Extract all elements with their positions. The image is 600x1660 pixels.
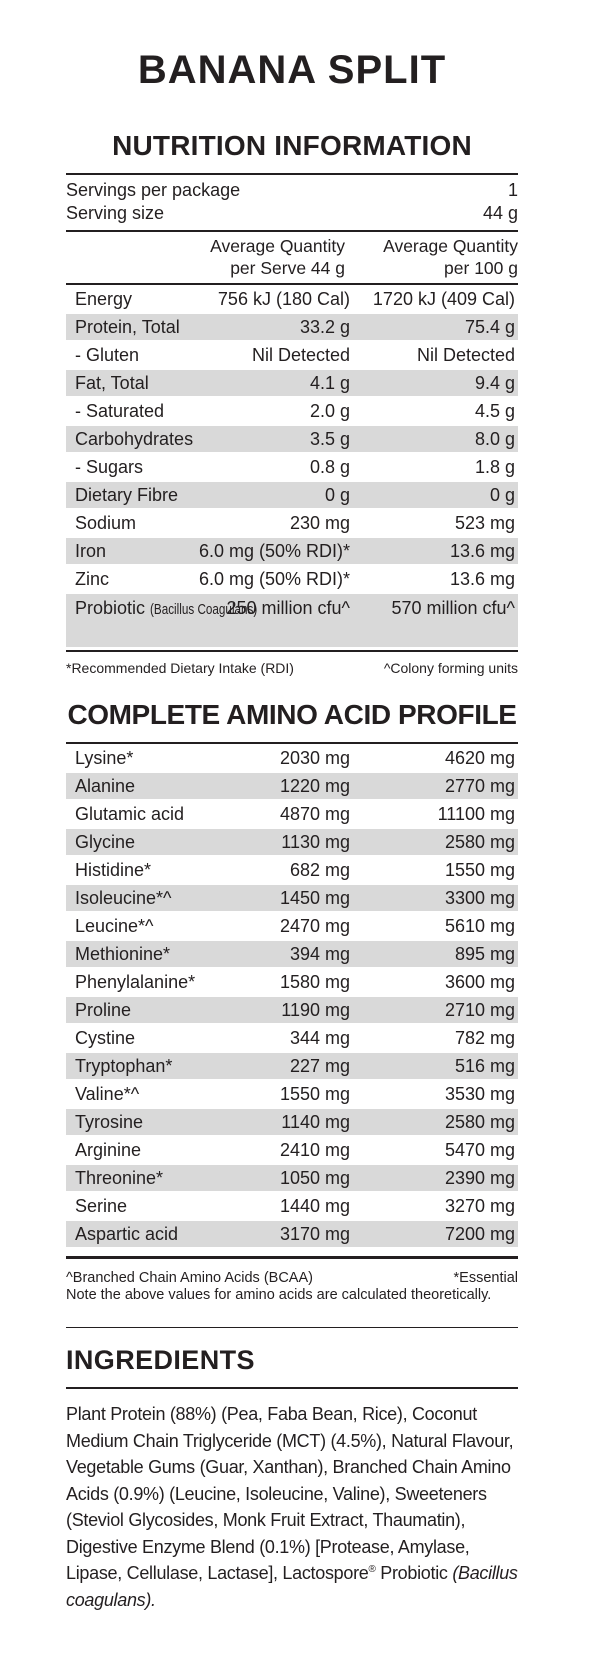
table-row [66,1024,518,1052]
amino-acid-label: Glycine [75,831,136,852]
nutrient-label: Iron [75,540,107,561]
table-row [66,996,518,1024]
servings-block [66,175,518,230]
servings-per-package-label: Servings per package [66,180,241,200]
nutrient-label: Dietary Fibre [75,484,179,505]
per-serve-value: 250 million cfu^ [226,598,350,618]
per-serve-value: 1450 mg [279,887,350,908]
per-100g-value: Nil Detected [416,344,515,365]
table-row [66,800,518,828]
column-header-per-serve: Average Quantity per Serve 44 g [210,236,345,278]
table-row [66,884,518,912]
nutrient-sublabel: (Bacillus Coagulans) [150,601,258,618]
nutrient-label: - Saturated [75,400,165,421]
bacillus-coagulans-italic: (Bacillus coagulans). [66,1563,518,1610]
per-100g-value: 0 g [489,484,515,505]
per-100g-value: 1.8 g [474,456,515,477]
per-100g-value: 782 mg [454,1027,515,1048]
table-row [66,1136,518,1164]
product-title: BANANA SPLIT [137,48,447,92]
table-row [66,828,518,856]
per-100g-value: 9.4 g [474,372,515,393]
per-serve-value: 2030 mg [279,747,350,768]
amino-acid-label: Aspartic acid [75,1223,179,1244]
per-100g-value: 13.6 mg [449,540,515,561]
table-row [66,744,518,772]
table-row [66,940,518,968]
servings-per-package-value: 1 [507,180,518,200]
amino-acid-section [66,700,518,1303]
nutrient-label: - Gluten [75,344,140,365]
amino-footnotes [66,1270,518,1286]
table-row [66,1164,518,1192]
table-row [66,565,518,593]
table-row [66,1220,518,1248]
per-serve-value: 4870 mg [279,803,350,824]
divider [66,1256,518,1259]
nutrient-label: Energy [75,288,133,309]
amino-acid-label: Threonine* [75,1167,164,1188]
per-100g-value: 5610 mg [444,915,515,936]
per-serve-value: 1050 mg [279,1167,350,1188]
amino-acid-label: Isoleucine*^ [75,887,172,908]
column-header-per-100g: Average Quantity per 100 g [383,236,518,278]
table-row [66,341,518,369]
per-100g-value: 4620 mg [444,747,515,768]
ingredients-main-text: Plant Protein (88%) (Pea, Faba Bean, Rice), Coconut Medium Chain Triglyceride (MCT) (4.5%), Natural Flavour, Vegetable Gums (Guar, Xanthan), Branched Chain Amino Acids (0.9%) (Leucine, Isoleucine, Valine), Sweeteners (Steviol Glycosides, Monk Fruit Extract, Thaumatin), Digestive Enzyme Blend (0.1%) [Protease, Amylase, Lipase, Cellulase, Lactase], Lactospore [66,1404,514,1583]
per-100g-value: 895 mg [454,943,515,964]
table-row [66,509,518,537]
amino-acid-label: Histidine* [75,859,152,880]
per-serve-value: 1550 mg [279,1083,350,1104]
table-row [66,453,518,481]
per-serve-value: 230 mg [289,512,350,533]
per-100g-value: 523 mg [454,512,515,533]
nutrition-heading: NUTRITION INFORMATION [112,130,472,161]
per-serve-value: 2470 mg [279,915,350,936]
per-serve-value: 3.5 g [309,428,350,449]
nutrient-label: Sodium [75,512,137,533]
serving-size-row [66,202,518,225]
nutrient-label: Fat, Total [75,372,149,393]
table-row [66,285,518,313]
amino-acid-label: Serine [75,1195,128,1216]
per-serve-value: 0 g [324,484,350,505]
per-100g-value: 2580 mg [444,1111,515,1132]
per-serve-value: 682 mg [289,859,350,880]
amino-acid-label: Alanine [75,775,136,796]
amino-heading: COMPLETE AMINO ACID PROFILE [67,699,517,730]
per-serve-value: 227 mg [289,1055,350,1076]
ingredients-text [66,1401,518,1613]
ingredients-heading: INGREDIENTS [66,1345,255,1375]
per-100g-value: 3300 mg [444,887,515,908]
per-100g-value: 13.6 mg [449,568,515,589]
per-serve-value: 1140 mg [281,1111,350,1132]
per-serve-value: 1440 mg [279,1195,350,1216]
serving-size-label: Serving size [66,203,165,223]
cfu-footnote: ^Colony forming units [383,660,518,676]
per-100g-value: 8.0 g [474,428,515,449]
per-100g-value: 11100 mg [437,803,515,824]
amino-acid-label: Arginine [75,1139,142,1160]
table-row [66,425,518,453]
table-row [66,772,518,800]
nutrition-footnotes [66,661,518,676]
per-100g-value: 2770 mg [444,775,515,796]
per-serve-value: 6.0 mg (50% RDI)* [198,540,350,561]
registered-trademark-symbol: ® [368,1564,376,1575]
bcaa-footnote: ^Branched Chain Amino Acids (BCAA) [66,1270,313,1286]
per-serve-value: 2410 mg [279,1139,350,1160]
amino-acid-label: Proline [75,999,132,1020]
per-100g-value: 516 mg [454,1055,515,1076]
nutrient-label: Carbohydrates [75,428,194,449]
amino-acid-label: Tyrosine [75,1111,144,1132]
per-serve-value: Nil Detected [251,344,350,365]
per-100g-value: 75.4 g [464,316,515,337]
table-row [66,369,518,397]
per-100g-value: 3530 mg [444,1083,515,1104]
amino-acid-label: Phenylalanine* [75,971,196,992]
per-serve-value: 1220 mg [279,775,350,796]
table-row [66,968,518,996]
per-serve-value: 1190 mg [281,999,350,1020]
essential-footnote: *Essential [453,1270,518,1286]
amino-acid-label: Cystine [75,1027,136,1048]
table-row [66,1052,518,1080]
per-serve-value: 6.0 mg (50% RDI)* [198,568,350,589]
nutrient-label: - Sugars [75,456,144,477]
table-row [66,397,518,425]
divider [66,650,518,652]
per-serve-value: 756 kJ (180 Cal) [217,288,350,309]
serving-size-value: 44 g [482,203,518,223]
table-row [66,912,518,940]
servings-per-package-row [66,179,518,202]
per-100g-value: 5470 mg [444,1139,515,1160]
ingredients-probiotic-text: Probiotic [375,1563,453,1583]
per-serve-value: 0.8 g [309,456,350,477]
table-row [66,1080,518,1108]
per-serve-value: 33.2 g [299,316,350,337]
amino-acid-label: Tryptophan* [75,1055,173,1076]
per-100g-value: 2580 mg [444,831,515,852]
per-serve-value: 1580 mg [279,971,350,992]
nutrient-label: Zinc [75,568,110,589]
per-serve-value: 344 mg [289,1027,350,1048]
theoretical-note: Note the above values for amino acids are calculated theoretically. [66,1287,492,1303]
ingredients-section [66,1327,518,1613]
amino-acid-label: Methionine* [75,943,171,964]
amino-acid-label: Valine*^ [75,1083,140,1104]
table-row [66,593,518,648]
amino-acid-label: Leucine*^ [75,915,154,936]
divider [66,1327,518,1328]
amino-acid-label: Glutamic acid [75,803,185,824]
nutrient-label: Protein, Total [75,316,180,337]
label-content [66,0,518,1613]
per-serve-value: 2.0 g [309,400,350,421]
nutrition-table [66,285,518,648]
rdi-footnote: *Recommended Dietary Intake (RDI) [66,660,294,676]
per-serve-value: 1130 mg [281,831,350,852]
per-100g-value: 1550 mg [444,859,515,880]
nutrient-label: Probiotic (Bacillus Coagulans) [75,598,258,618]
per-100g-value: 2390 mg [444,1167,515,1188]
per-serve-value: 394 mg [289,943,350,964]
column-headers [66,232,518,283]
amino-acid-label: Lysine* [75,747,134,768]
per-100g-value: 3600 mg [444,971,515,992]
per-100g-value: 570 million cfu^ [391,598,515,618]
per-serve-value: 4.1 g [309,372,350,393]
table-row [66,313,518,341]
per-100g-value: 2710 mg [444,999,515,1020]
per-100g-value: 4.5 g [474,400,515,421]
per-serve-value: 3170 mg [279,1223,350,1244]
table-row [66,1108,518,1136]
table-row [66,537,518,565]
per-100g-value: 3270 mg [444,1195,515,1216]
amino-acid-table [66,744,518,1248]
per-100g-value: 1720 kJ (409 Cal) [372,288,515,309]
table-row [66,1192,518,1220]
nutrition-information-section [66,131,518,676]
divider [66,1387,518,1389]
table-row [66,856,518,884]
table-row [66,481,518,509]
per-100g-value: 7200 mg [444,1223,515,1244]
